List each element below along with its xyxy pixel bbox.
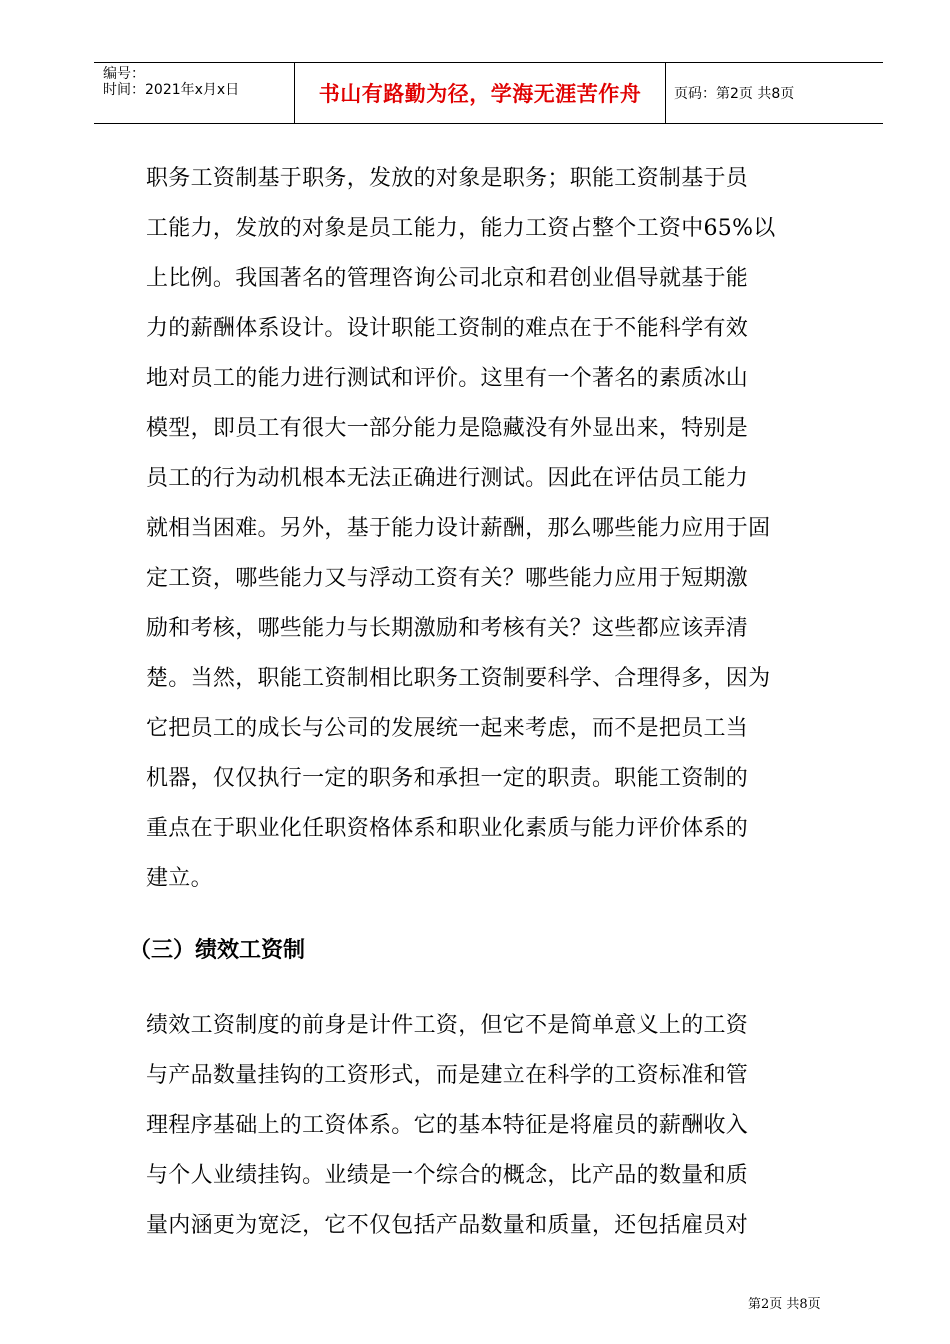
text-line: 工能力，发放的对象是员工能力，能力工资占整个工资中65%以 bbox=[146, 216, 776, 241]
text-line: 理程序基础上的工资体系。它的基本特征是将雇员的薪酬收入 bbox=[146, 1113, 749, 1138]
text-line: 机器，仅仅执行一定的职务和承担一定的职责。职能工资制的 bbox=[146, 766, 749, 791]
text-line: 定工资，哪些能力又与浮动工资有关？哪些能力应用于短期激 bbox=[146, 566, 749, 591]
paragraph-2 bbox=[146, 1001, 846, 1251]
section-heading: （三）绩效工资制 bbox=[129, 938, 306, 963]
text-line: 励和考核，哪些能力与长期激励和考核有关？这些都应该弄清 bbox=[146, 616, 749, 641]
text-line: 与产品数量挂钩的工资形式，而是建立在科学的工资标准和管 bbox=[146, 1063, 749, 1088]
page-header bbox=[94, 62, 883, 124]
number-label: 编号： bbox=[103, 66, 145, 82]
text-line: 模型，即员工有很大一部分能力是隐藏没有外显出来，特别是 bbox=[146, 416, 749, 441]
text-line: 绩效工资制度的前身是计件工资，但它不是简单意义上的工资 bbox=[146, 1013, 749, 1038]
text-line: 它把员工的成长与公司的发展统一起来考虑，而不是把员工当 bbox=[146, 716, 749, 741]
paragraph-1 bbox=[146, 154, 846, 904]
text-line: 建立。 bbox=[146, 866, 213, 891]
text-line: 员工的行为动机根本无法正确进行测试。因此在评估员工能力 bbox=[146, 466, 749, 491]
header-motto: 书山有路勤为径，学海无涯苦作舟 bbox=[295, 63, 666, 123]
page-footer: 第2页 共8页 bbox=[748, 1297, 821, 1312]
spacer bbox=[146, 904, 846, 926]
text-line: 地对员工的能力进行测试和评价。这里有一个著名的素质冰山 bbox=[146, 366, 749, 391]
header-meta bbox=[94, 63, 295, 123]
spacer bbox=[146, 976, 846, 1001]
text-line: 力的薪酬体系设计。设计职能工资制的难点在于不能科学有效 bbox=[146, 316, 749, 341]
time-label: 时间：2021年x月x日 bbox=[103, 82, 240, 98]
document-body bbox=[129, 154, 846, 1251]
text-line: 与个人业绩挂钩。业绩是一个综合的概念，比产品的数量和质 bbox=[146, 1163, 749, 1188]
text-line: 量内涵更为宽泛，它不仅包括产品数量和质量，还包括雇员对 bbox=[146, 1213, 749, 1238]
text-line: 楚。当然，职能工资制相比职务工资制要科学、合理得多，因为 bbox=[146, 666, 771, 691]
text-line: 职务工资制基于职务，发放的对象是职务；职能工资制基于员 bbox=[146, 166, 749, 191]
text-line: 就相当困难。另外，基于能力设计薪酬，那么哪些能力应用于固 bbox=[146, 516, 771, 541]
header-page-info: 页码：第2页 共8页 bbox=[674, 86, 795, 102]
text-line: 上比例。我国著名的管理咨询公司北京和君创业倡导就基于能 bbox=[146, 266, 749, 291]
text-line: 重点在于职业化任职资格体系和职业化素质与能力评价体系的 bbox=[146, 816, 749, 841]
